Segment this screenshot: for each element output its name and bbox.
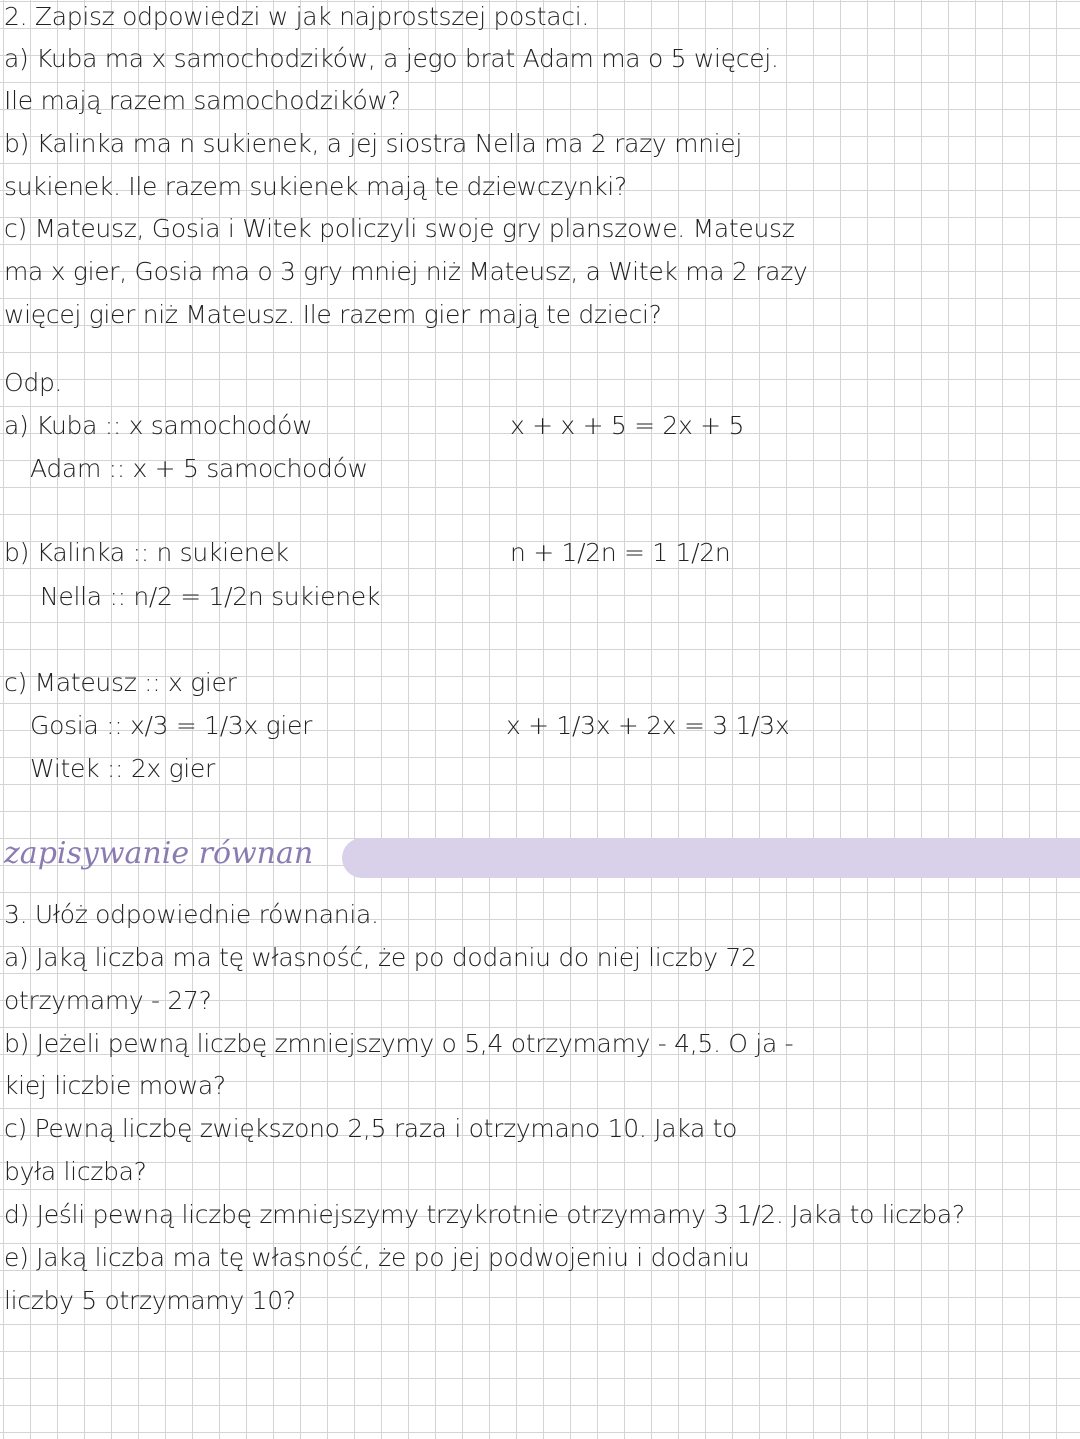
- task3-line: e) Jaką liczba ma tę własność, że po jej podwojeniu i dodaniu: [4, 1243, 750, 1272]
- task3-title: 3. Ułóż odpowiednie równania.: [4, 900, 379, 929]
- task3-line: kiej liczbie mowa?: [4, 1071, 226, 1100]
- task2-title: 2. Zapisz odpowiedzi w jak najprostszej postaci.: [4, 2, 590, 31]
- task2-line: a) Kuba ma x samochodzików, a jego brat Adam ma o 5 więcej.: [4, 44, 779, 73]
- answers-label: Odp.: [4, 368, 63, 397]
- answer-c-gosia: Gosia :: x/3 = 1/3x gier: [30, 711, 313, 740]
- answer-c-mateusz: c) Mateusz :: x gier: [4, 668, 237, 697]
- task2-line: Ile mają razem samochodzików?: [4, 86, 401, 115]
- task2-line: b) Kalinka ma n sukienek, a jej siostra Nella ma 2 razy mniej: [4, 129, 743, 158]
- task2-line: ma x gier, Gosia ma o 3 gry mniej niż Mateusz, a Witek ma 2 razy: [4, 257, 808, 286]
- task3-line: otrzymamy - 27?: [4, 986, 212, 1015]
- answer-a-equation: x + x + 5 = 2x + 5: [510, 411, 745, 440]
- answer-c-equation: x + 1/3x + 2x = 3 1/3x: [506, 711, 790, 740]
- task2-line: sukienek. Ile razem sukienek mają te dziewczynki?: [4, 172, 627, 201]
- heading-highlight-bar: [342, 838, 1080, 878]
- answer-b-nella: Nella :: n/2 = 1/2n sukienek: [40, 582, 381, 611]
- section-heading: zapisywanie równan: [4, 836, 314, 871]
- task3-line: d) Jeśli pewną liczbę zmniejszymy trzykrotnie otrzymamy 3 1/2. Jaka to liczba?: [4, 1200, 965, 1229]
- task2-line: c) Mateusz, Gosia i Witek policzyli swoje gry planszowe. Mateusz: [4, 214, 795, 243]
- task3-line: c) Pewną liczbę zwiększono 2,5 raza i otrzymano 10. Jaka to: [4, 1114, 738, 1143]
- answer-b-equation: n + 1/2n = 1 1/2n: [510, 538, 731, 567]
- task2-line: więcej gier niż Mateusz. Ile razem gier mają te dzieci?: [4, 300, 662, 329]
- answer-a-kuba: a) Kuba :: x samochodów: [4, 411, 313, 440]
- task3-line: liczby 5 otrzymamy 10?: [4, 1286, 296, 1315]
- answer-b-kalinka: b) Kalinka :: n sukienek: [4, 538, 289, 567]
- task3-line: b) Jeżeli pewną liczbę zmniejszymy o 5,4 otrzymamy - 4,5. O ja -: [4, 1029, 794, 1058]
- task3-line: a) Jaką liczba ma tę własność, że po dodaniu do niej liczby 72: [4, 943, 757, 972]
- answer-a-adam: Adam :: x + 5 samochodów: [30, 454, 368, 483]
- answer-c-witek: Witek :: 2x gier: [30, 754, 215, 783]
- task3-line: była liczba?: [4, 1157, 147, 1186]
